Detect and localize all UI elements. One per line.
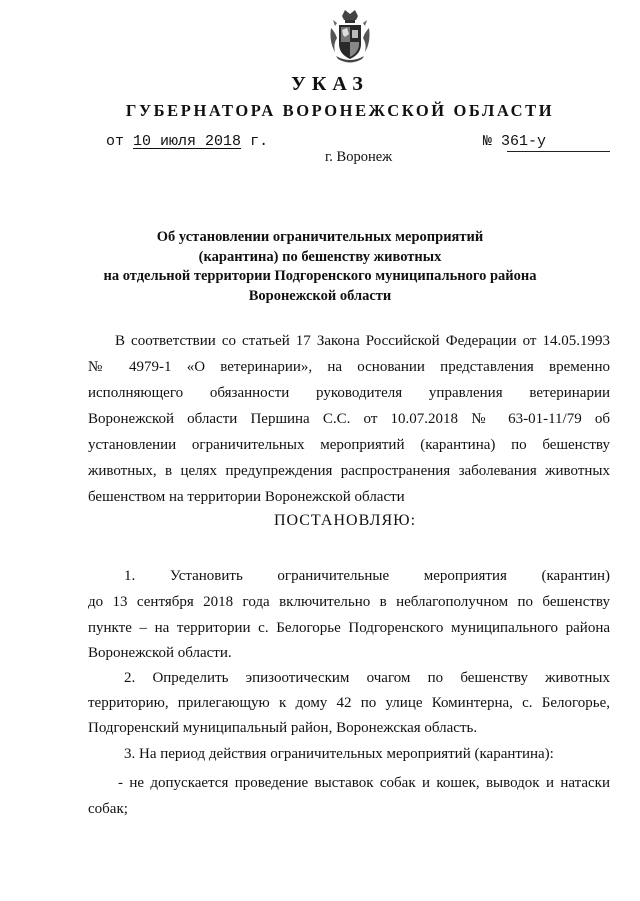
item-1-line: Воронежской области. — [88, 645, 232, 661]
date-value: 10 июля 2018 — [133, 133, 242, 150]
number-value: 361-у — [501, 133, 547, 150]
item-1-line: до 13 сентября 2018 года включительно в неблагополучном по бешенству — [88, 594, 610, 610]
item-2-line: территорию, прилегающую к дому 42 по улице Коминтерна, с. Белогорье, — [88, 695, 610, 711]
item-1-line: пункте – на территории с. Белогорье Подгоренского муниципального района — [88, 620, 610, 636]
decree-word: ПОСТАНОВЛЯЮ: — [273, 512, 417, 529]
preamble-line: исполняющего обязанности руководителя управления ветеринарии — [88, 385, 610, 401]
city-label: г. Воронеж — [325, 149, 393, 165]
number-sign: № — [483, 133, 493, 150]
decree-heading — [0, 228, 640, 306]
decree-date — [106, 133, 268, 150]
preamble-line: бешенством на территории Воронежской области — [88, 489, 405, 505]
item-1-line: 1. Установить ограничительные мероприятия (карантин) — [124, 568, 610, 584]
item-3-line: собак; — [88, 801, 128, 817]
coat-of-arms-emblem — [327, 8, 373, 66]
document-title: УКАЗ — [291, 73, 369, 95]
item-2-line: Подгоренский муниципальный район, Воронежская область. — [88, 720, 478, 736]
decree-number — [483, 133, 546, 150]
heading-line: Воронежской области — [248, 287, 392, 304]
item-3-line: 3. На период действия ограничительных мероприятий (карантина): — [124, 746, 554, 762]
preamble-line: В соответствии со статьей 17 Закона Российской Федерации от 14.05.1993 — [115, 333, 610, 349]
preamble-line: животных, в целях предупреждения распространения заболевания животных — [88, 463, 610, 479]
document-subtitle: ГУБЕРНАТОРА ВОРОНЕЖСКОЙ ОБЛАСТИ — [125, 101, 555, 120]
item-2-line: 2. Определить эпизоотическим очагом по бешенству животных — [124, 670, 610, 686]
preamble-line: № 4979-1 «О ветеринарии», на основании представления временно — [88, 359, 610, 375]
heading-line: на отдельной территории Подгоренского муниципального района — [103, 268, 537, 284]
item-3-line: - не допускается проведение выставок собак и кошек, выводок и натаски — [118, 775, 610, 791]
preamble-line: установлении ограничительных мероприятий (карантина) по бешенству — [88, 437, 610, 453]
preamble-line: Воронежской области Першина С.С. от 10.07.2018 № 63-01-11/79 об — [88, 411, 610, 427]
date-suffix: г. — [250, 133, 269, 150]
number-underline — [507, 151, 610, 152]
date-prefix: от — [106, 133, 125, 150]
heading-line: Об установлении ограничительных мероприятий — [156, 229, 484, 245]
heading-line: (карантина) по бешенству животных — [198, 248, 442, 265]
